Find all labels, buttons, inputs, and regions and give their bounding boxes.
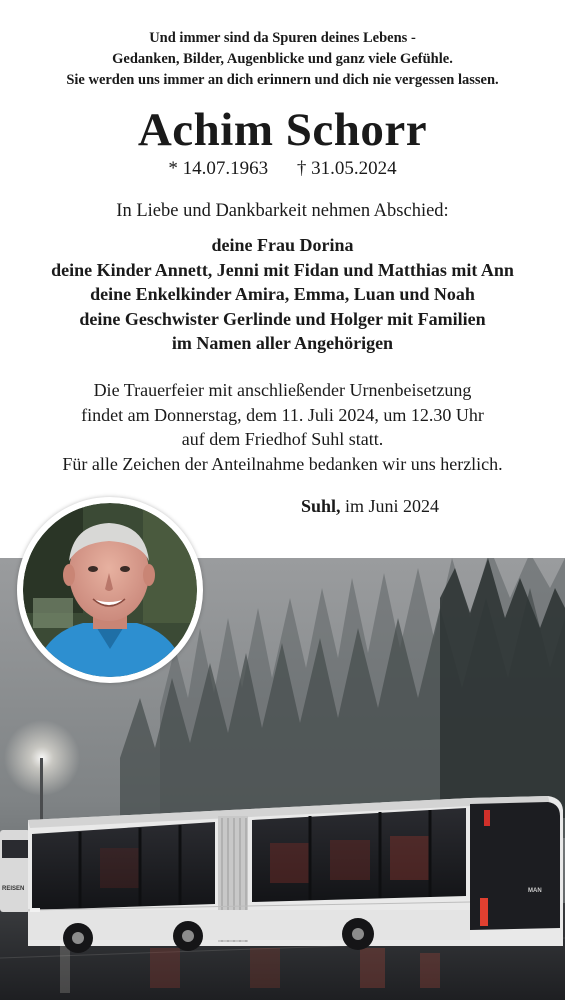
service-info — [0, 378, 565, 476]
service-line: auf dem Friedhof Suhl statt. — [181, 429, 384, 449]
life-dates — [0, 158, 565, 180]
mourner-line: im Namen aller Angehörigen — [171, 333, 394, 353]
service-line: Für alle Zeichen der Anteilnahme bedanken wir uns herzlich. — [62, 453, 503, 474]
mourner-line: deine Geschwister Gerlinde und Holger mit Familien — [79, 308, 486, 329]
place-city: Suhl, — [301, 496, 341, 516]
farewell-intro: In Liebe und Dankbarkeit nehmen Abschied: — [116, 201, 449, 221]
svg-text:MAN: MAN — [528, 888, 542, 894]
mourner-line: deine Kinder Annett, Jenni mit Fidan und Matthias mit Ann — [51, 259, 514, 280]
motto-line-2: Gedanken, Bilder, Augenblicke und ganz viele Gefühle. — [112, 51, 453, 67]
motto-line-3: Sie werden uns immer an dich erinnern und dich nie vergessen lassen. — [66, 72, 499, 88]
motto — [0, 28, 565, 91]
service-line: Die Trauerfeier mit anschließender Urnenbeisetzung — [93, 380, 472, 400]
motto-line-1: Und immer sind da Spuren deines Lebens - — [149, 30, 416, 46]
portrait-photo — [23, 503, 197, 677]
birth-date: * 14.07.1963 — [168, 158, 269, 179]
service-line: findet am Donnerstag, dem 11. Juli 2024, um 12.30 Uhr — [81, 404, 484, 425]
portrait-frame — [17, 497, 203, 683]
place-and-date — [301, 496, 439, 517]
death-date: † 31.05.2024 — [296, 158, 397, 179]
place-date: im Juni 2024 — [345, 496, 440, 516]
mourner-line: deine Frau Dorina — [211, 235, 354, 255]
mourners-list — [0, 233, 565, 356]
mourner-line: deine Enkelkinder Amira, Emma, Luan und Noah — [90, 284, 475, 304]
deceased-name: Achim Schorr — [137, 104, 428, 156]
svg-text:REISEN: REISEN — [2, 886, 25, 892]
